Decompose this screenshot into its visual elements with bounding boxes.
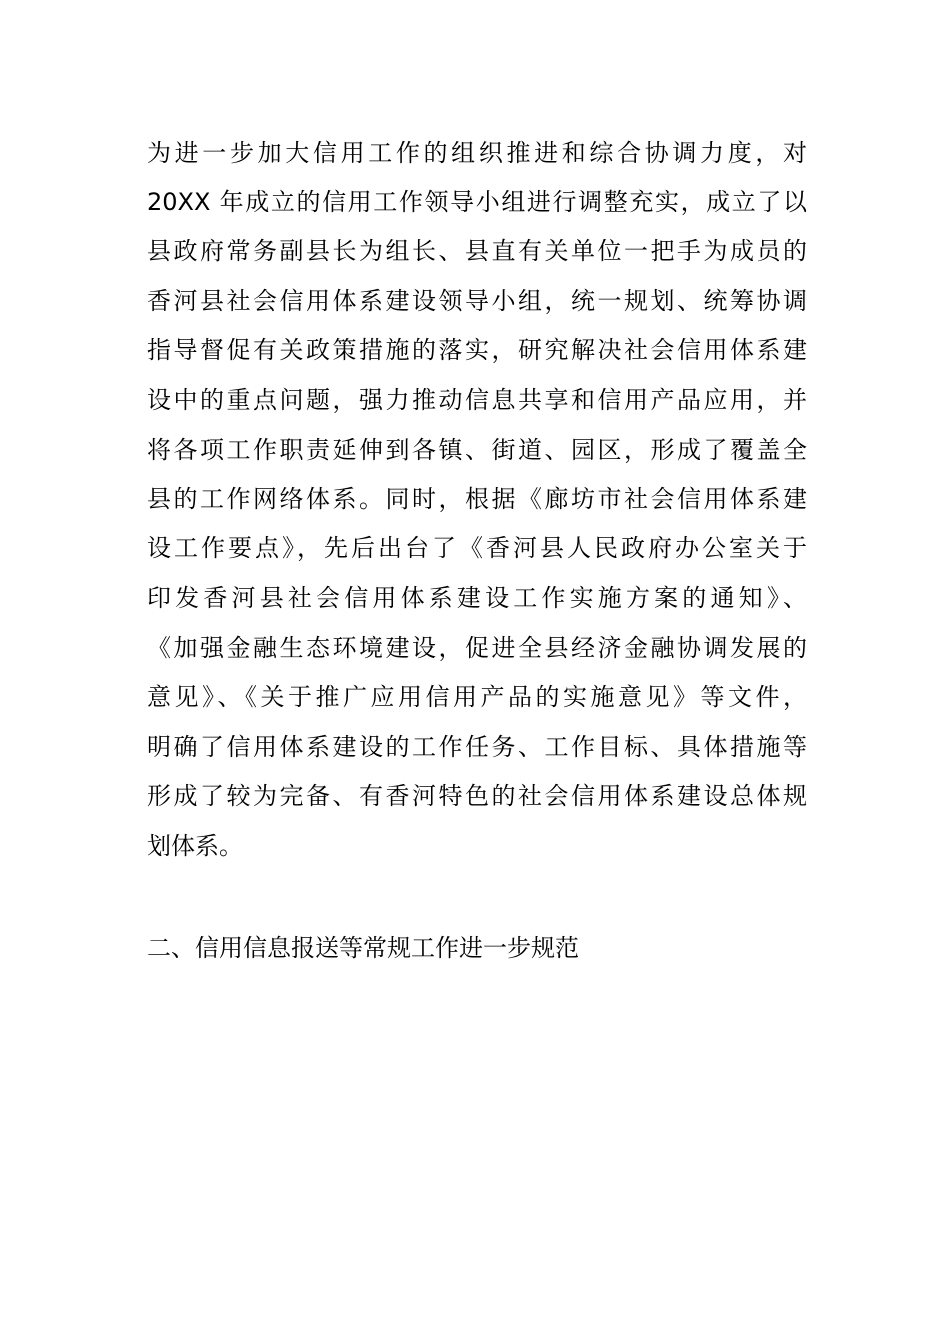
section-heading: 二、信用信息报送等常规工作进一步规范 <box>147 934 579 962</box>
paragraph-line: 印发香河县社会信用体系建设工作实施方案的通知》、 <box>147 584 807 612</box>
paragraph-line: 20XX 年成立的信用工作领导小组进行调整充实，成立了以 <box>147 188 807 216</box>
paragraph-line: 划体系。 <box>147 832 243 860</box>
paragraph-line: 形成了较为完备、有香河特色的社会信用体系建设总体规 <box>147 782 807 810</box>
paragraph-line: 县的工作网络体系。同时，根据《廊坊市社会信用体系建 <box>147 485 807 513</box>
paragraph-line: 香河县社会信用体系建设领导小组，统一规划、统筹协调 <box>147 287 807 315</box>
paragraph-line: 县政府常务副县长为组长、县直有关单位一把手为成员的 <box>147 237 807 265</box>
paragraph-line: 设工作要点》，先后出台了《香河县人民政府办公室关于 <box>147 534 807 562</box>
paragraph-line: 明确了信用体系建设的工作任务、工作目标、具体措施等 <box>147 733 807 761</box>
paragraph-line: 《加强金融生态环境建设，促进全县经济金融协调发展的 <box>147 634 807 662</box>
paragraph-line: 指导督促有关政策措施的落实，研究解决社会信用体系建 <box>147 336 807 364</box>
paragraph-line: 将各项工作职责延伸到各镇、街道、园区，形成了覆盖全 <box>147 436 807 464</box>
paragraph-line: 意见》、《关于推广应用信用产品的实施意见》等文件， <box>147 683 807 711</box>
paragraph-line: 设中的重点问题，强力推动信息共享和信用产品应用，并 <box>147 386 807 414</box>
paragraph-line: 为进一步加大信用工作的组织推进和综合协调力度，对 <box>147 139 807 167</box>
